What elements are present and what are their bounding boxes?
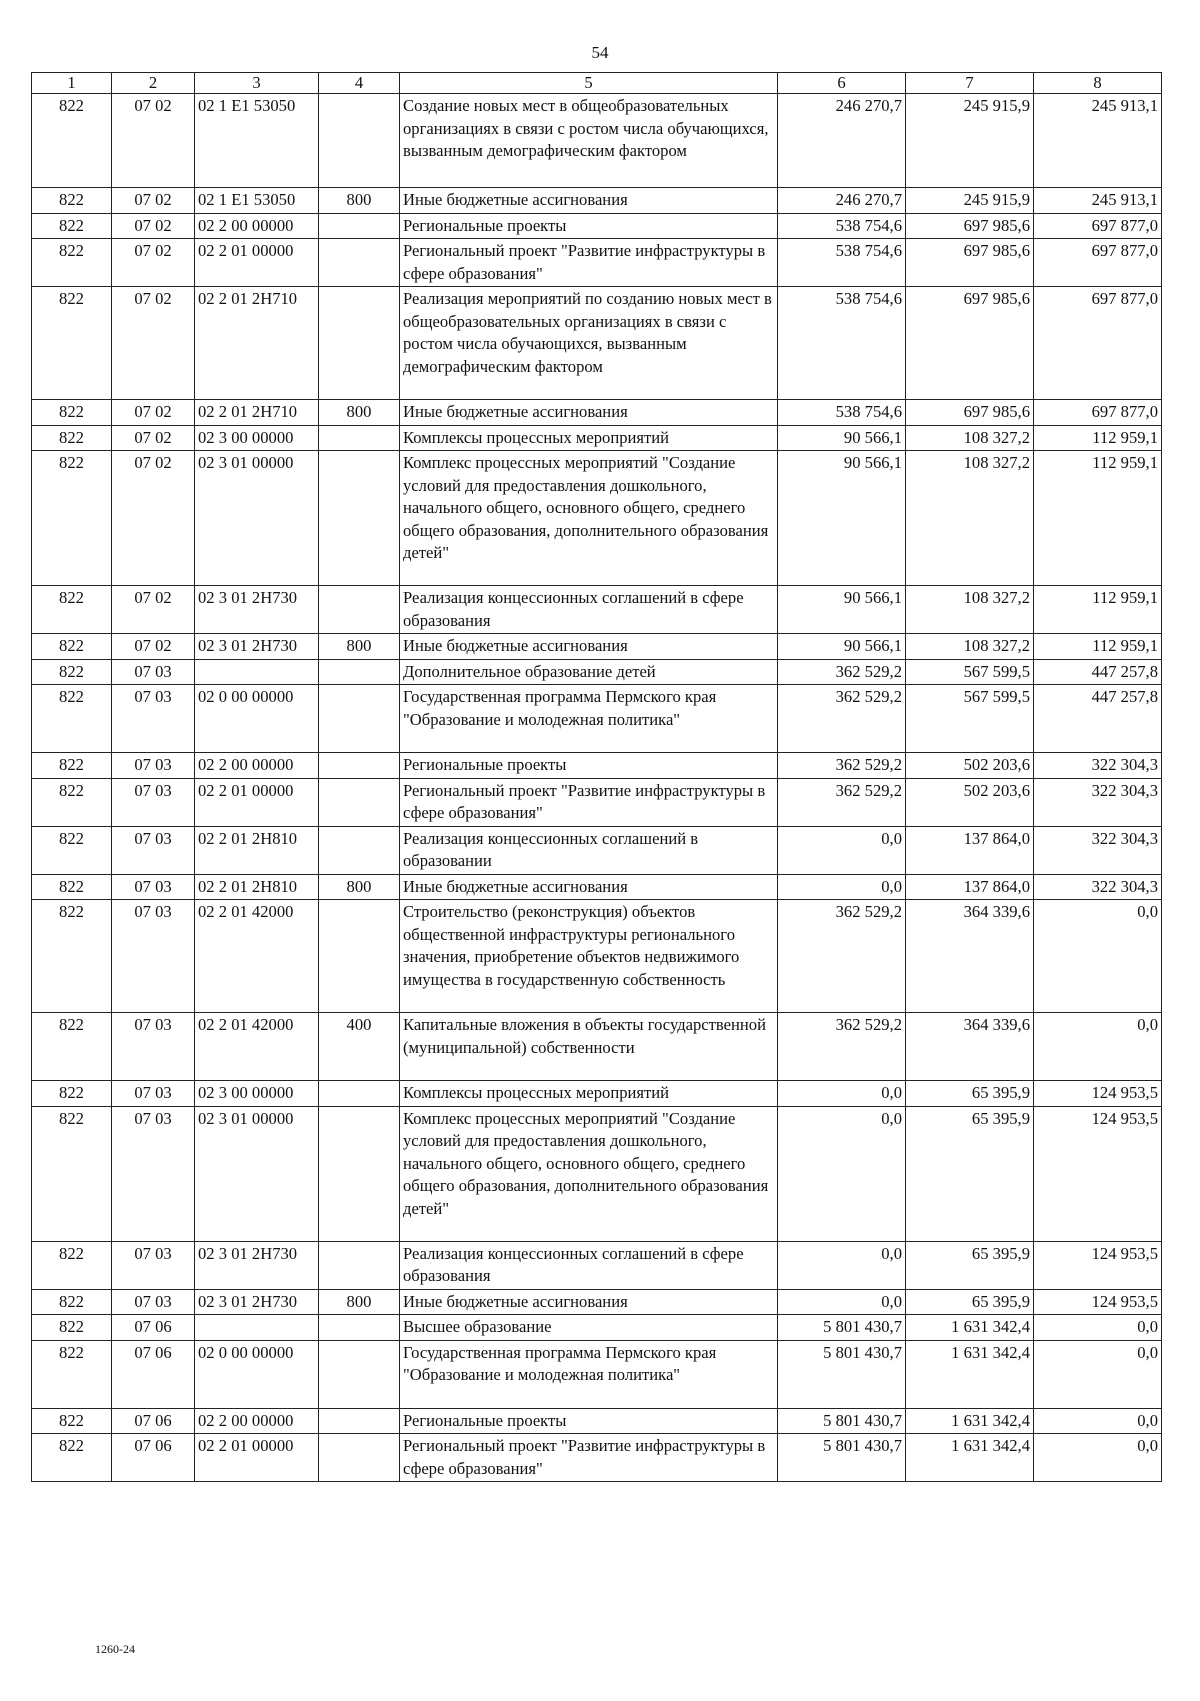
amount-col8-cell: 112 959,1 [1034, 634, 1162, 660]
row-name-cell: Региональные проекты [400, 753, 778, 779]
amount-col6-cell: 362 529,2 [778, 753, 906, 779]
amount-col8-cell: 322 304,3 [1034, 753, 1162, 779]
amount-col6-cell: 362 529,2 [778, 778, 906, 826]
amount-col6-cell: 0,0 [778, 826, 906, 874]
table-row [32, 188, 1162, 214]
target-article-cell: 02 2 01 2Н810 [195, 826, 319, 874]
row-name-cell: Реализация концессионных соглашений в сфере образования [400, 586, 778, 634]
amount-col8-cell: 322 304,3 [1034, 826, 1162, 874]
table-row [32, 1106, 1162, 1241]
expense-type-cell [319, 900, 400, 1013]
target-article-cell: 02 2 01 42000 [195, 1013, 319, 1081]
ved-code-cell: 822 [32, 1289, 112, 1315]
amount-col6-cell: 538 754,6 [778, 239, 906, 287]
ved-code-cell: 822 [32, 1340, 112, 1408]
table-row [32, 753, 1162, 779]
target-article-cell: 02 3 01 2Н730 [195, 634, 319, 660]
amount-col7-cell: 1 631 342,4 [906, 1315, 1034, 1341]
section-code-cell: 07 02 [112, 239, 195, 287]
ved-code-cell: 822 [32, 900, 112, 1013]
amount-col7-cell: 245 915,9 [906, 94, 1034, 188]
target-article-cell: 02 3 01 00000 [195, 1106, 319, 1241]
amount-col7-cell: 502 203,6 [906, 753, 1034, 779]
ved-code-cell: 822 [32, 425, 112, 451]
section-code-cell: 07 03 [112, 874, 195, 900]
expense-type-cell [319, 826, 400, 874]
expense-type-cell: 800 [319, 634, 400, 660]
section-code-cell: 07 03 [112, 1241, 195, 1289]
ved-code-cell: 822 [32, 188, 112, 214]
col-header: 1 [32, 73, 112, 94]
ved-code-cell: 822 [32, 826, 112, 874]
amount-col7-cell: 65 395,9 [906, 1106, 1034, 1241]
expense-type-cell [319, 1315, 400, 1341]
expense-type-cell [319, 213, 400, 239]
col-header: 7 [906, 73, 1034, 94]
table-row [32, 826, 1162, 874]
amount-col8-cell: 245 913,1 [1034, 188, 1162, 214]
amount-col8-cell: 697 877,0 [1034, 400, 1162, 426]
amount-col6-cell: 90 566,1 [778, 451, 906, 586]
table-row [32, 874, 1162, 900]
amount-col7-cell: 697 985,6 [906, 400, 1034, 426]
row-name-cell: Реализация концессионных соглашений в образовании [400, 826, 778, 874]
amount-col6-cell: 538 754,6 [778, 400, 906, 426]
expense-type-cell [319, 753, 400, 779]
amount-col8-cell: 124 953,5 [1034, 1241, 1162, 1289]
target-article-cell: 02 2 01 00000 [195, 1434, 319, 1482]
target-article-cell: 02 0 00 00000 [195, 685, 319, 753]
amount-col6-cell: 5 801 430,7 [778, 1340, 906, 1408]
table-row [32, 287, 1162, 400]
amount-col7-cell: 697 985,6 [906, 239, 1034, 287]
target-article-cell: 02 3 00 00000 [195, 425, 319, 451]
amount-col7-cell: 567 599,5 [906, 685, 1034, 753]
expense-type-cell: 800 [319, 400, 400, 426]
amount-col8-cell: 124 953,5 [1034, 1289, 1162, 1315]
table-row [32, 1289, 1162, 1315]
col-header: 4 [319, 73, 400, 94]
target-article-cell [195, 1315, 319, 1341]
section-code-cell: 07 03 [112, 900, 195, 1013]
section-code-cell: 07 03 [112, 1013, 195, 1081]
table-row [32, 425, 1162, 451]
amount-col6-cell: 362 529,2 [778, 1013, 906, 1081]
row-name-cell: Региональный проект "Развитие инфраструктуры в сфере образования" [400, 239, 778, 287]
row-name-cell: Реализация концессионных соглашений в сфере образования [400, 1241, 778, 1289]
section-code-cell: 07 03 [112, 685, 195, 753]
row-name-cell: Иные бюджетные ассигнования [400, 1289, 778, 1315]
target-article-cell: 02 2 00 00000 [195, 1408, 319, 1434]
amount-col7-cell: 364 339,6 [906, 900, 1034, 1013]
amount-col6-cell: 538 754,6 [778, 287, 906, 400]
expense-type-cell [319, 425, 400, 451]
col-header: 5 [400, 73, 778, 94]
page-number: 54 [591, 43, 609, 62]
amount-col8-cell: 0,0 [1034, 1434, 1162, 1482]
amount-col6-cell: 90 566,1 [778, 586, 906, 634]
table-row [32, 586, 1162, 634]
amount-col7-cell: 137 864,0 [906, 826, 1034, 874]
ved-code-cell: 822 [32, 287, 112, 400]
table-row [32, 239, 1162, 287]
row-name-cell: Комплекс процессных мероприятий "Создание условий для предоставления дошкольного, начального общего, основного общего, среднего общего образования, дополнительного образования детей" [400, 451, 778, 586]
ved-code-cell: 822 [32, 451, 112, 586]
section-code-cell: 07 02 [112, 634, 195, 660]
row-name-cell: Реализация мероприятий по созданию новых мест в общеобразовательных организациях в связи с ростом числа обучающихся, вызванным демографическим фактором [400, 287, 778, 400]
target-article-cell: 02 2 01 00000 [195, 239, 319, 287]
ved-code-cell: 822 [32, 1315, 112, 1341]
amount-col7-cell: 108 327,2 [906, 451, 1034, 586]
table-row [32, 900, 1162, 1013]
target-article-cell [195, 659, 319, 685]
col-header: 6 [778, 73, 906, 94]
amount-col7-cell: 502 203,6 [906, 778, 1034, 826]
row-name-cell: Комплекс процессных мероприятий "Создание условий для предоставления дошкольного, начального общего, основного общего, среднего общего образования, дополнительного образования детей" [400, 1106, 778, 1241]
target-article-cell: 02 0 00 00000 [195, 1340, 319, 1408]
row-name-cell: Иные бюджетные ассигнования [400, 634, 778, 660]
amount-col7-cell: 108 327,2 [906, 634, 1034, 660]
table-row [32, 94, 1162, 188]
ved-code-cell: 822 [32, 1408, 112, 1434]
target-article-cell: 02 2 01 2Н710 [195, 287, 319, 400]
expense-type-cell [319, 685, 400, 753]
ved-code-cell: 822 [32, 659, 112, 685]
section-code-cell: 07 02 [112, 586, 195, 634]
amount-col8-cell: 447 257,8 [1034, 659, 1162, 685]
amount-col7-cell: 65 395,9 [906, 1289, 1034, 1315]
target-article-cell: 02 1 E1 53050 [195, 94, 319, 188]
section-code-cell: 07 03 [112, 1081, 195, 1107]
amount-col8-cell: 112 959,1 [1034, 451, 1162, 586]
amount-col7-cell: 697 985,6 [906, 287, 1034, 400]
ved-code-cell: 822 [32, 94, 112, 188]
target-article-cell: 02 2 00 00000 [195, 213, 319, 239]
table-row [32, 1013, 1162, 1081]
target-article-cell: 02 2 00 00000 [195, 753, 319, 779]
table-row [32, 400, 1162, 426]
expense-type-cell [319, 778, 400, 826]
target-article-cell: 02 3 00 00000 [195, 1081, 319, 1107]
amount-col6-cell: 0,0 [778, 1081, 906, 1107]
section-code-cell: 07 03 [112, 1106, 195, 1241]
amount-col7-cell: 567 599,5 [906, 659, 1034, 685]
expense-type-cell [319, 586, 400, 634]
section-code-cell: 07 02 [112, 451, 195, 586]
amount-col6-cell: 538 754,6 [778, 213, 906, 239]
amount-col8-cell: 124 953,5 [1034, 1106, 1162, 1241]
expense-type-cell [319, 451, 400, 586]
row-name-cell: Создание новых мест в общеобразовательных организациях в связи с ростом числа обучающихся, вызванным демографическим фактором [400, 94, 778, 188]
expense-type-cell [319, 659, 400, 685]
amount-col6-cell: 5 801 430,7 [778, 1315, 906, 1341]
expense-type-cell [319, 239, 400, 287]
amount-col8-cell: 124 953,5 [1034, 1081, 1162, 1107]
amount-col8-cell: 112 959,1 [1034, 586, 1162, 634]
row-name-cell: Иные бюджетные ассигнования [400, 188, 778, 214]
ved-code-cell: 822 [32, 1106, 112, 1241]
amount-col8-cell: 322 304,3 [1034, 874, 1162, 900]
budget-table [31, 72, 1162, 1482]
row-name-cell: Региональный проект "Развитие инфраструктуры в сфере образования" [400, 1434, 778, 1482]
table-row [32, 685, 1162, 753]
section-code-cell: 07 03 [112, 659, 195, 685]
amount-col7-cell: 245 915,9 [906, 188, 1034, 214]
amount-col6-cell: 90 566,1 [778, 425, 906, 451]
expense-type-cell: 800 [319, 188, 400, 214]
ved-code-cell: 822 [32, 239, 112, 287]
expense-type-cell [319, 1081, 400, 1107]
row-name-cell: Строительство (реконструкция) объектов общественной инфраструктуры регионального значения, приобретение объектов недвижимого имущества в государственную собственность [400, 900, 778, 1013]
target-article-cell: 02 1 E1 53050 [195, 188, 319, 214]
amount-col7-cell: 108 327,2 [906, 586, 1034, 634]
amount-col7-cell: 1 631 342,4 [906, 1408, 1034, 1434]
expense-type-cell [319, 1340, 400, 1408]
amount-col8-cell: 112 959,1 [1034, 425, 1162, 451]
table-row [32, 1315, 1162, 1341]
section-code-cell: 07 02 [112, 425, 195, 451]
amount-col6-cell: 5 801 430,7 [778, 1434, 906, 1482]
expense-type-cell: 800 [319, 1289, 400, 1315]
row-name-cell: Иные бюджетные ассигнования [400, 400, 778, 426]
section-code-cell: 07 03 [112, 1289, 195, 1315]
row-name-cell: Иные бюджетные ассигнования [400, 874, 778, 900]
amount-col7-cell: 65 395,9 [906, 1241, 1034, 1289]
target-article-cell: 02 2 01 00000 [195, 778, 319, 826]
amount-col7-cell: 364 339,6 [906, 1013, 1034, 1081]
amount-col6-cell: 0,0 [778, 1241, 906, 1289]
amount-col7-cell: 1 631 342,4 [906, 1340, 1034, 1408]
section-code-cell: 07 06 [112, 1340, 195, 1408]
ved-code-cell: 822 [32, 586, 112, 634]
expense-type-cell [319, 1408, 400, 1434]
document-code: 1260-24 [95, 1642, 135, 1656]
section-code-cell: 07 03 [112, 826, 195, 874]
target-article-cell: 02 2 01 42000 [195, 900, 319, 1013]
amount-col8-cell: 245 913,1 [1034, 94, 1162, 188]
header-row [32, 73, 1162, 94]
row-name-cell: Дополнительное образование детей [400, 659, 778, 685]
amount-col8-cell: 0,0 [1034, 1013, 1162, 1081]
amount-col8-cell: 0,0 [1034, 900, 1162, 1013]
ved-code-cell: 822 [32, 1081, 112, 1107]
ved-code-cell: 822 [32, 874, 112, 900]
section-code-cell: 07 06 [112, 1315, 195, 1341]
amount-col6-cell: 246 270,7 [778, 94, 906, 188]
table-row [32, 1340, 1162, 1408]
ved-code-cell: 822 [32, 1013, 112, 1081]
section-code-cell: 07 02 [112, 188, 195, 214]
row-name-cell: Региональный проект "Развитие инфраструктуры в сфере образования" [400, 778, 778, 826]
col-header: 2 [112, 73, 195, 94]
target-article-cell: 02 3 01 00000 [195, 451, 319, 586]
row-name-cell: Государственная программа Пермского края "Образование и молодежная политика" [400, 685, 778, 753]
amount-col7-cell: 697 985,6 [906, 213, 1034, 239]
target-article-cell: 02 3 01 2Н730 [195, 1241, 319, 1289]
expense-type-cell: 400 [319, 1013, 400, 1081]
expense-type-cell: 800 [319, 874, 400, 900]
table-row [32, 634, 1162, 660]
ved-code-cell: 822 [32, 753, 112, 779]
amount-col8-cell: 0,0 [1034, 1340, 1162, 1408]
ved-code-cell: 822 [32, 778, 112, 826]
ved-code-cell: 822 [32, 1434, 112, 1482]
target-article-cell: 02 2 01 2Н810 [195, 874, 319, 900]
amount-col6-cell: 362 529,2 [778, 659, 906, 685]
table-row [32, 1434, 1162, 1482]
row-name-cell: Государственная программа Пермского края "Образование и молодежная политика" [400, 1340, 778, 1408]
section-code-cell: 07 02 [112, 400, 195, 426]
table-row [32, 1081, 1162, 1107]
table-row [32, 1241, 1162, 1289]
amount-col6-cell: 5 801 430,7 [778, 1408, 906, 1434]
col-header: 3 [195, 73, 319, 94]
section-code-cell: 07 06 [112, 1408, 195, 1434]
target-article-cell: 02 2 01 2Н710 [195, 400, 319, 426]
amount-col8-cell: 697 877,0 [1034, 287, 1162, 400]
amount-col8-cell: 0,0 [1034, 1315, 1162, 1341]
table-row [32, 1408, 1162, 1434]
ved-code-cell: 822 [32, 634, 112, 660]
row-name-cell: Высшее образование [400, 1315, 778, 1341]
amount-col8-cell: 0,0 [1034, 1408, 1162, 1434]
row-name-cell: Региональные проекты [400, 213, 778, 239]
target-article-cell: 02 3 01 2Н730 [195, 586, 319, 634]
amount-col6-cell: 0,0 [778, 1106, 906, 1241]
ved-code-cell: 822 [32, 685, 112, 753]
section-code-cell: 07 03 [112, 753, 195, 779]
row-name-cell: Капитальные вложения в объекты государственной (муниципальной) собственности [400, 1013, 778, 1081]
expense-type-cell [319, 94, 400, 188]
row-name-cell: Региональные проекты [400, 1408, 778, 1434]
expense-type-cell [319, 1434, 400, 1482]
amount-col8-cell: 322 304,3 [1034, 778, 1162, 826]
ved-code-cell: 822 [32, 1241, 112, 1289]
amount-col8-cell: 447 257,8 [1034, 685, 1162, 753]
amount-col6-cell: 362 529,2 [778, 900, 906, 1013]
table-row [32, 451, 1162, 586]
row-name-cell: Комплексы процессных мероприятий [400, 1081, 778, 1107]
table-row [32, 213, 1162, 239]
expense-type-cell [319, 1106, 400, 1241]
col-header: 8 [1034, 73, 1162, 94]
amount-col6-cell: 362 529,2 [778, 685, 906, 753]
table-row [32, 778, 1162, 826]
section-code-cell: 07 02 [112, 287, 195, 400]
amount-col6-cell: 90 566,1 [778, 634, 906, 660]
amount-col6-cell: 246 270,7 [778, 188, 906, 214]
amount-col6-cell: 0,0 [778, 874, 906, 900]
amount-col6-cell: 0,0 [778, 1289, 906, 1315]
amount-col7-cell: 137 864,0 [906, 874, 1034, 900]
expense-type-cell [319, 1241, 400, 1289]
amount-col7-cell: 1 631 342,4 [906, 1434, 1034, 1482]
section-code-cell: 07 03 [112, 778, 195, 826]
section-code-cell: 07 06 [112, 1434, 195, 1482]
amount-col8-cell: 697 877,0 [1034, 213, 1162, 239]
ved-code-cell: 822 [32, 400, 112, 426]
amount-col8-cell: 697 877,0 [1034, 239, 1162, 287]
target-article-cell: 02 3 01 2Н730 [195, 1289, 319, 1315]
amount-col7-cell: 65 395,9 [906, 1081, 1034, 1107]
section-code-cell: 07 02 [112, 213, 195, 239]
expense-type-cell [319, 287, 400, 400]
section-code-cell: 07 02 [112, 94, 195, 188]
amount-col7-cell: 108 327,2 [906, 425, 1034, 451]
table-row [32, 659, 1162, 685]
row-name-cell: Комплексы процессных мероприятий [400, 425, 778, 451]
ved-code-cell: 822 [32, 213, 112, 239]
